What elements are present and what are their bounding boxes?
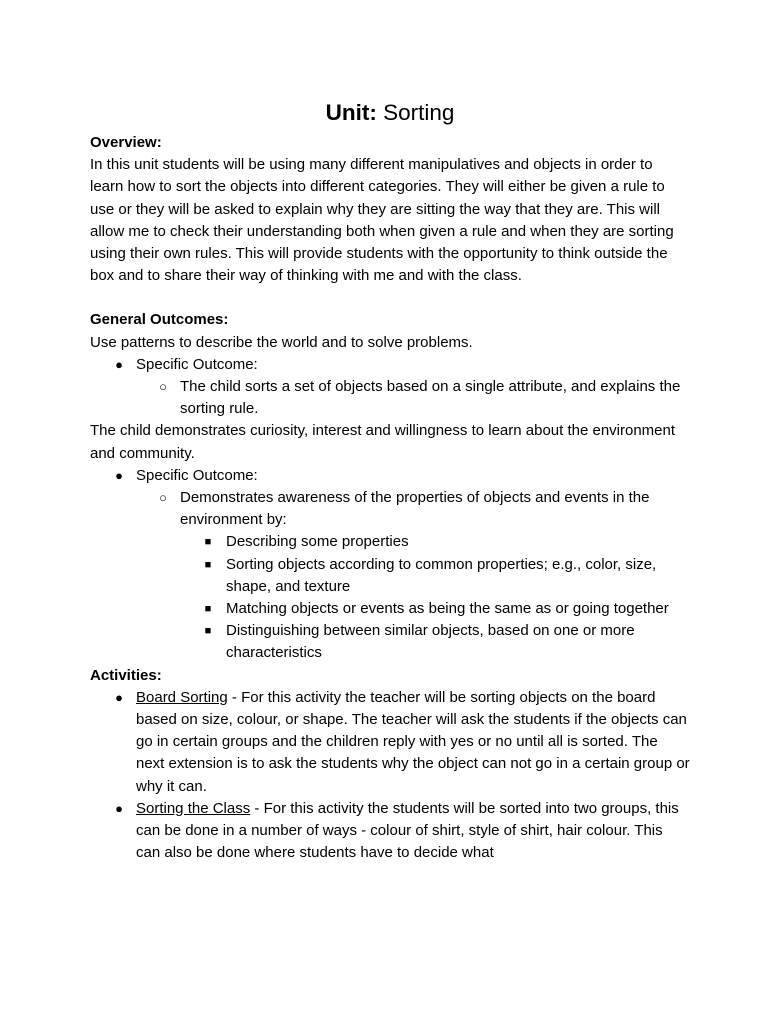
list-item [90, 465, 690, 487]
activity-name: Sorting the Class [136, 799, 251, 817]
activity-description: - For this activity the teacher will be sorting objects on the board based on size, colour, or shape. The teacher will ask the students if the objects can go in certain groups and the children reply with yes or no until all is sorted. The next extension is to ask the students why the object can not go in a certain group or why it can. [136, 688, 690, 795]
activity-name: Board Sorting [136, 688, 228, 706]
title-text: Sorting [376, 100, 455, 125]
specific-outcome-label: Specific Outcome: [136, 466, 258, 484]
document-body [90, 98, 690, 865]
property-item: Distinguishing between similar objects, based on one or more characteristics [226, 622, 635, 662]
activity-description: - For this activity the students will be sorted into two groups, this can be done in a number of ways - colour of shirt, style of shirt, hair colour. This can also be done where students have to decide what [136, 799, 679, 862]
bullet-circle: ○ [159, 379, 167, 395]
list-item [90, 487, 690, 531]
title-label: Unit: [325, 100, 377, 125]
specific-outcome-text: Demonstrates awareness of the properties of objects and events in the environment by: [180, 489, 650, 529]
section-spacer [90, 287, 690, 309]
general-outcome-1: Use patterns to describe the world and to solve problems. [90, 333, 473, 351]
list-item [90, 354, 690, 376]
outcome-1-list [90, 354, 690, 421]
property-item: Describing some properties [226, 533, 409, 551]
activity-item [90, 798, 690, 865]
bullet-disc: ● [115, 800, 123, 816]
page-title [90, 98, 690, 128]
overview-paragraph: In this unit students will be using many different manipulatives and objects in order to learn how to sort the objects into different categories. They will either be given a rule to use or they will be asked to explain why they are sitting the way that they are. This will allow me to check their understanding both when given a rule and when they are sorting using their own rules. This will provide students with the opportunity to think outside the box and to share their way of thinking with me and with the class. [90, 156, 674, 285]
bullet-circle: ○ [159, 490, 167, 506]
property-item: Sorting objects according to common properties; e.g., color, size, shape, and texture [226, 555, 657, 595]
activities-list [90, 687, 690, 865]
general-outcomes-heading: General Outcomes: [90, 311, 229, 329]
bullet-disc: ● [115, 356, 123, 372]
list-item [90, 531, 690, 553]
specific-outcome-label: Specific Outcome: [136, 355, 258, 373]
overview-heading: Overview: [90, 134, 162, 151]
bullet-disc: ● [115, 689, 123, 705]
general-outcome-2: The child demonstrates curiosity, interest and willingness to learn about the environment and community. [90, 422, 676, 462]
list-item [90, 554, 690, 598]
bullet-square: ■ [204, 536, 212, 549]
property-item: Matching objects or events as being the same as or going together [226, 600, 669, 618]
activities-heading: Activities: [90, 666, 162, 684]
specific-outcome-text: The child sorts a set of objects based on a single attribute, and explains the sorting rule. [180, 378, 681, 418]
list-item [90, 376, 690, 420]
activity-item [90, 687, 690, 798]
bullet-square: ■ [204, 603, 212, 616]
list-item [90, 598, 690, 620]
bullet-disc: ● [115, 467, 123, 483]
list-item [90, 620, 690, 664]
outcome-2-list [90, 465, 690, 665]
bullet-square: ■ [204, 625, 212, 638]
bullet-square: ■ [204, 558, 212, 571]
